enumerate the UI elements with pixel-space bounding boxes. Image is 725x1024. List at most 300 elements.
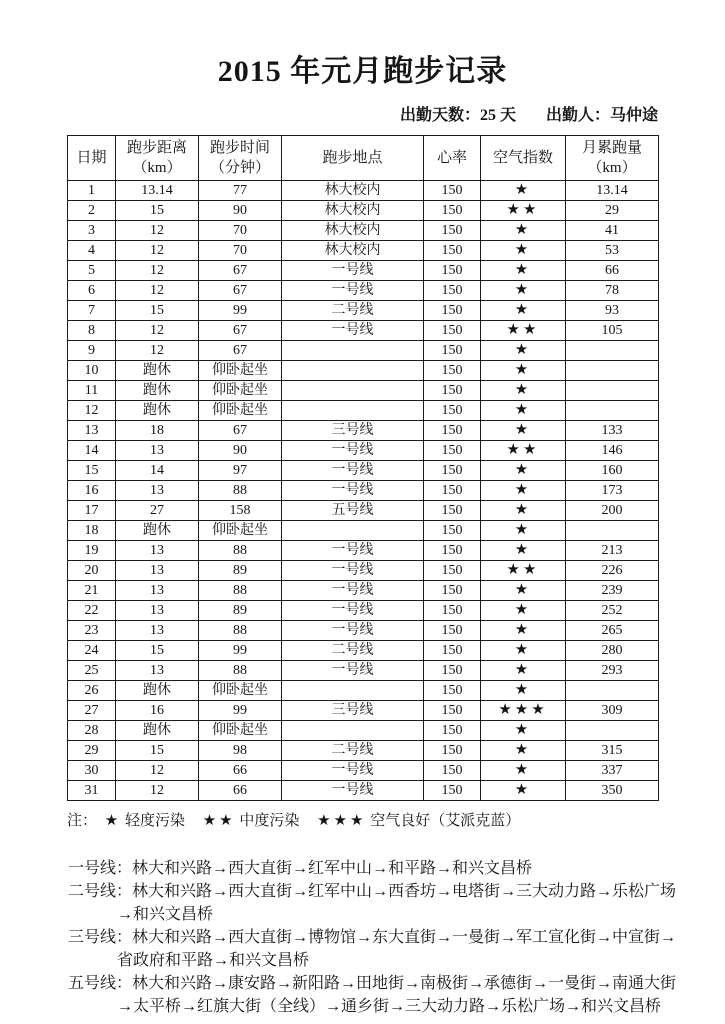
route-stops: 林大和兴路→康安路→新阳路→田地街→南极街→承德街→一曼街→南通大街 bbox=[132, 975, 677, 992]
star-icon: ★ bbox=[104, 813, 122, 829]
cell-date: 17 bbox=[68, 501, 116, 521]
cell-date: 25 bbox=[68, 661, 116, 681]
cell-air-quality-stars: ★★★ bbox=[481, 701, 566, 721]
cell-heart-rate: 150 bbox=[424, 641, 481, 661]
route-stops: 林大和兴路→西大直街→红军中山→西香坊→电塔街→三大动力路→乐松广场 bbox=[132, 883, 677, 900]
cell-monthly-total: 105 bbox=[566, 321, 659, 341]
cell-air-quality-stars: ★ bbox=[481, 641, 566, 661]
cell-duration: 仰卧起坐 bbox=[199, 721, 282, 741]
route-descriptions bbox=[68, 857, 725, 1018]
cell-location: 二号线 bbox=[282, 741, 424, 761]
legend-item bbox=[105, 813, 185, 829]
cell-monthly-total bbox=[566, 681, 659, 701]
cell-distance: 15 bbox=[116, 741, 199, 761]
column-header-heart-rate bbox=[424, 136, 481, 181]
cell-monthly-total: 309 bbox=[566, 701, 659, 721]
cell-heart-rate: 150 bbox=[424, 741, 481, 761]
cell-monthly-total: 337 bbox=[566, 761, 659, 781]
cell-location: 三号线 bbox=[282, 421, 424, 441]
table-row bbox=[68, 781, 659, 801]
cell-air-quality-stars: ★ bbox=[481, 481, 566, 501]
cell-heart-rate: 150 bbox=[424, 521, 481, 541]
table-row bbox=[68, 221, 659, 241]
header-row bbox=[68, 136, 659, 181]
cell-location bbox=[282, 361, 424, 381]
cell-monthly-total: 200 bbox=[566, 501, 659, 521]
cell-monthly-total: 252 bbox=[566, 601, 659, 621]
cell-air-quality-stars: ★★ bbox=[481, 321, 566, 341]
cell-heart-rate: 150 bbox=[424, 421, 481, 441]
cell-duration: 88 bbox=[199, 481, 282, 501]
cell-heart-rate: 150 bbox=[424, 581, 481, 601]
cell-monthly-total: 29 bbox=[566, 201, 659, 221]
cell-monthly-total: 41 bbox=[566, 221, 659, 241]
cell-distance: 12 bbox=[116, 761, 199, 781]
cell-air-quality-stars: ★ bbox=[481, 741, 566, 761]
cell-date: 16 bbox=[68, 481, 116, 501]
cell-location bbox=[282, 521, 424, 541]
cell-duration: 66 bbox=[199, 761, 282, 781]
cell-date: 8 bbox=[68, 321, 116, 341]
cell-heart-rate: 150 bbox=[424, 601, 481, 621]
cell-duration: 99 bbox=[199, 701, 282, 721]
route-text bbox=[68, 880, 725, 903]
cell-monthly-total: 53 bbox=[566, 241, 659, 261]
header-line: 跑步时间 bbox=[209, 140, 270, 156]
cell-distance: 13 bbox=[116, 621, 199, 641]
cell-monthly-total: 213 bbox=[566, 541, 659, 561]
cell-heart-rate: 150 bbox=[424, 781, 481, 801]
cell-heart-rate: 150 bbox=[424, 761, 481, 781]
cell-air-quality-stars: ★ bbox=[481, 461, 566, 481]
cell-air-quality-stars: ★ bbox=[481, 421, 566, 441]
table-row bbox=[68, 181, 659, 201]
cell-heart-rate: 150 bbox=[424, 181, 481, 201]
cell-air-quality-stars: ★ bbox=[481, 221, 566, 241]
cell-duration: 66 bbox=[199, 781, 282, 801]
header-line: （分钟） bbox=[209, 160, 270, 176]
cell-duration: 99 bbox=[199, 641, 282, 661]
cell-duration: 67 bbox=[199, 421, 282, 441]
cell-air-quality-stars: ★★ bbox=[481, 201, 566, 221]
star-icon: ★★★ bbox=[317, 813, 367, 829]
cell-distance: 13 bbox=[116, 581, 199, 601]
cell-air-quality-stars: ★ bbox=[481, 521, 566, 541]
route-text: →太平桥→红旗大街（全线）→通乡街→三大动力路→乐松广场→和兴文昌桥 bbox=[117, 998, 662, 1015]
column-header-date bbox=[68, 136, 116, 181]
cell-air-quality-stars: ★ bbox=[481, 581, 566, 601]
cell-air-quality-stars: ★ bbox=[481, 361, 566, 381]
cell-distance: 13 bbox=[116, 481, 199, 501]
cell-location: 二号线 bbox=[282, 301, 424, 321]
header-line: 月累跑量 bbox=[581, 140, 642, 156]
cell-heart-rate: 150 bbox=[424, 541, 481, 561]
route-label: 一号线： bbox=[68, 860, 133, 877]
table-row bbox=[68, 741, 659, 761]
cell-location: 一号线 bbox=[282, 561, 424, 581]
cell-monthly-total: 13.14 bbox=[566, 181, 659, 201]
cell-distance: 跑休 bbox=[116, 681, 199, 701]
table-row bbox=[68, 721, 659, 741]
cell-distance: 13 bbox=[116, 441, 199, 461]
route-label: 二号线： bbox=[68, 883, 133, 900]
cell-duration: 67 bbox=[199, 261, 282, 281]
table-row bbox=[68, 641, 659, 661]
header-line: 空气指数 bbox=[492, 150, 553, 166]
header-line: （km） bbox=[132, 160, 182, 176]
cell-date: 7 bbox=[68, 301, 116, 321]
cell-distance: 12 bbox=[116, 341, 199, 361]
cell-location bbox=[282, 681, 424, 701]
running-log-table bbox=[67, 135, 659, 801]
cell-date: 15 bbox=[68, 461, 116, 481]
legend-prefix: 注： bbox=[67, 813, 98, 829]
cell-air-quality-stars: ★ bbox=[481, 781, 566, 801]
header-line: 心率 bbox=[436, 150, 467, 166]
cell-heart-rate: 150 bbox=[424, 621, 481, 641]
cell-duration: 88 bbox=[199, 661, 282, 681]
cell-heart-rate: 150 bbox=[424, 561, 481, 581]
header-line: 跑步地点 bbox=[322, 150, 383, 166]
cell-monthly-total bbox=[566, 521, 659, 541]
cell-duration: 67 bbox=[199, 321, 282, 341]
cell-heart-rate: 150 bbox=[424, 481, 481, 501]
cell-date: 10 bbox=[68, 361, 116, 381]
cell-location: 林大校内 bbox=[282, 201, 424, 221]
table-row bbox=[68, 281, 659, 301]
table-row bbox=[68, 461, 659, 481]
cell-monthly-total: 293 bbox=[566, 661, 659, 681]
cell-distance: 12 bbox=[116, 321, 199, 341]
route-line-2 bbox=[68, 880, 725, 926]
page-title: 2015 年元月跑步记录 bbox=[217, 55, 508, 88]
cell-air-quality-stars: ★ bbox=[481, 761, 566, 781]
route-line-5 bbox=[68, 972, 725, 1018]
cell-air-quality-stars: ★ bbox=[481, 601, 566, 621]
cell-location: 五号线 bbox=[282, 501, 424, 521]
cell-duration: 88 bbox=[199, 581, 282, 601]
cell-duration: 70 bbox=[199, 241, 282, 261]
table-row bbox=[68, 681, 659, 701]
cell-heart-rate: 150 bbox=[424, 441, 481, 461]
cell-monthly-total bbox=[566, 401, 659, 421]
cell-heart-rate: 150 bbox=[424, 661, 481, 681]
cell-heart-rate: 150 bbox=[424, 241, 481, 261]
cell-location: 一号线 bbox=[282, 541, 424, 561]
route-text: →和兴文昌桥 bbox=[117, 906, 214, 923]
cell-air-quality-stars: ★ bbox=[481, 181, 566, 201]
cell-air-quality-stars: ★ bbox=[481, 301, 566, 321]
cell-heart-rate: 150 bbox=[424, 681, 481, 701]
route-text: 省政府和平路→和兴文昌桥 bbox=[117, 952, 310, 969]
table-row bbox=[68, 341, 659, 361]
table-row bbox=[68, 661, 659, 681]
cell-date: 3 bbox=[68, 221, 116, 241]
cell-air-quality-stars: ★★ bbox=[481, 561, 566, 581]
route-text bbox=[68, 926, 725, 949]
table-row bbox=[68, 501, 659, 521]
cell-date: 9 bbox=[68, 341, 116, 361]
cell-location: 三号线 bbox=[282, 701, 424, 721]
cell-duration: 90 bbox=[199, 201, 282, 221]
table-row bbox=[68, 701, 659, 721]
cell-distance: 12 bbox=[116, 281, 199, 301]
cell-date: 6 bbox=[68, 281, 116, 301]
cell-distance: 15 bbox=[116, 201, 199, 221]
cell-distance: 12 bbox=[116, 241, 199, 261]
table-row bbox=[68, 301, 659, 321]
cell-duration: 仰卧起坐 bbox=[199, 401, 282, 421]
cell-date: 29 bbox=[68, 741, 116, 761]
legend-label: 轻度污染 bbox=[124, 813, 185, 829]
cell-location: 一号线 bbox=[282, 661, 424, 681]
route-label: 五号线： bbox=[68, 975, 133, 992]
table-row bbox=[68, 601, 659, 621]
cell-date: 28 bbox=[68, 721, 116, 741]
cell-monthly-total: 93 bbox=[566, 301, 659, 321]
cell-heart-rate: 150 bbox=[424, 281, 481, 301]
star-icon: ★★ bbox=[202, 813, 236, 829]
cell-duration: 67 bbox=[199, 281, 282, 301]
table-row bbox=[68, 201, 659, 221]
cell-duration: 77 bbox=[199, 181, 282, 201]
cell-date: 11 bbox=[68, 381, 116, 401]
cell-monthly-total bbox=[566, 381, 659, 401]
cell-date: 26 bbox=[68, 681, 116, 701]
cell-distance: 15 bbox=[116, 641, 199, 661]
table-row bbox=[68, 561, 659, 581]
cell-location: 林大校内 bbox=[282, 221, 424, 241]
cell-monthly-total: 226 bbox=[566, 561, 659, 581]
cell-date: 23 bbox=[68, 621, 116, 641]
cell-distance: 跑休 bbox=[116, 721, 199, 741]
cell-date: 24 bbox=[68, 641, 116, 661]
cell-date: 12 bbox=[68, 401, 116, 421]
column-header-monthly-total bbox=[566, 136, 659, 181]
cell-monthly-total: 66 bbox=[566, 261, 659, 281]
cell-date: 27 bbox=[68, 701, 116, 721]
cell-monthly-total: 350 bbox=[566, 781, 659, 801]
cell-date: 20 bbox=[68, 561, 116, 581]
cell-location: 一号线 bbox=[282, 481, 424, 501]
cell-air-quality-stars: ★ bbox=[481, 241, 566, 261]
route-text bbox=[68, 972, 725, 995]
cell-heart-rate: 150 bbox=[424, 701, 481, 721]
cell-duration: 70 bbox=[199, 221, 282, 241]
cell-distance: 13 bbox=[116, 561, 199, 581]
table-row bbox=[68, 241, 659, 261]
cell-distance: 13 bbox=[116, 661, 199, 681]
cell-air-quality-stars: ★ bbox=[481, 661, 566, 681]
cell-air-quality-stars: ★★ bbox=[481, 441, 566, 461]
cell-monthly-total: 315 bbox=[566, 741, 659, 761]
cell-heart-rate: 150 bbox=[424, 501, 481, 521]
cell-duration: 89 bbox=[199, 561, 282, 581]
table-row bbox=[68, 481, 659, 501]
cell-duration: 仰卧起坐 bbox=[199, 361, 282, 381]
cell-heart-rate: 150 bbox=[424, 461, 481, 481]
cell-distance: 跑休 bbox=[116, 521, 199, 541]
cell-duration: 67 bbox=[199, 341, 282, 361]
route-label: 三号线： bbox=[68, 929, 133, 946]
legend-item bbox=[203, 813, 300, 829]
cell-date: 4 bbox=[68, 241, 116, 261]
cell-monthly-total: 265 bbox=[566, 621, 659, 641]
cell-location: 一号线 bbox=[282, 441, 424, 461]
cell-air-quality-stars: ★ bbox=[481, 501, 566, 521]
cell-date: 14 bbox=[68, 441, 116, 461]
cell-location: 一号线 bbox=[282, 321, 424, 341]
route-line-3 bbox=[68, 926, 725, 972]
column-header-location bbox=[282, 136, 424, 181]
legend-label: 空气良好（艾派克蓝） bbox=[370, 813, 521, 829]
cell-date: 30 bbox=[68, 761, 116, 781]
cell-distance: 12 bbox=[116, 221, 199, 241]
cell-distance: 12 bbox=[116, 261, 199, 281]
cell-heart-rate: 150 bbox=[424, 321, 481, 341]
cell-monthly-total: 173 bbox=[566, 481, 659, 501]
cell-heart-rate: 150 bbox=[424, 221, 481, 241]
cell-monthly-total bbox=[566, 341, 659, 361]
table-row bbox=[68, 621, 659, 641]
cell-heart-rate: 150 bbox=[424, 401, 481, 421]
table-row bbox=[68, 541, 659, 561]
cell-distance: 跑休 bbox=[116, 401, 199, 421]
cell-date: 22 bbox=[68, 601, 116, 621]
cell-air-quality-stars: ★ bbox=[481, 341, 566, 361]
cell-location: 一号线 bbox=[282, 781, 424, 801]
cell-duration: 仰卧起坐 bbox=[199, 381, 282, 401]
cell-duration: 88 bbox=[199, 541, 282, 561]
cell-date: 21 bbox=[68, 581, 116, 601]
cell-location: 一号线 bbox=[282, 761, 424, 781]
cell-duration: 90 bbox=[199, 441, 282, 461]
table-body bbox=[68, 181, 659, 801]
cell-distance: 跑休 bbox=[116, 381, 199, 401]
cell-location: 一号线 bbox=[282, 621, 424, 641]
route-line-1 bbox=[68, 857, 725, 880]
cell-duration: 89 bbox=[199, 601, 282, 621]
cell-duration: 158 bbox=[199, 501, 282, 521]
table-row bbox=[68, 361, 659, 381]
header-line: 日期 bbox=[76, 150, 107, 166]
cell-location bbox=[282, 341, 424, 361]
cell-air-quality-stars: ★ bbox=[481, 541, 566, 561]
cell-air-quality-stars: ★ bbox=[481, 281, 566, 301]
table-row bbox=[68, 321, 659, 341]
air-quality-legend bbox=[67, 809, 725, 830]
cell-location: 一号线 bbox=[282, 281, 424, 301]
cell-distance: 15 bbox=[116, 301, 199, 321]
cell-heart-rate: 150 bbox=[424, 721, 481, 741]
header-line: （km） bbox=[587, 160, 637, 176]
cell-duration: 仰卧起坐 bbox=[199, 681, 282, 701]
route-stops: 林大和兴路→西大直街→红军中山→和平路→和兴文昌桥 bbox=[132, 860, 533, 877]
cell-air-quality-stars: ★ bbox=[481, 401, 566, 421]
cell-distance: 13 bbox=[116, 541, 199, 561]
attendee-name: 马仲途 bbox=[609, 107, 658, 124]
header-line: 跑步距离 bbox=[126, 140, 187, 156]
cell-duration: 97 bbox=[199, 461, 282, 481]
cell-monthly-total bbox=[566, 721, 659, 741]
cell-monthly-total: 133 bbox=[566, 421, 659, 441]
cell-location: 一号线 bbox=[282, 581, 424, 601]
cell-heart-rate: 150 bbox=[424, 261, 481, 281]
legend-item bbox=[317, 813, 520, 829]
table-header bbox=[68, 136, 659, 181]
cell-heart-rate: 150 bbox=[424, 301, 481, 321]
cell-location bbox=[282, 381, 424, 401]
cell-location: 林大校内 bbox=[282, 241, 424, 261]
cell-duration: 88 bbox=[199, 621, 282, 641]
cell-date: 13 bbox=[68, 421, 116, 441]
cell-duration: 98 bbox=[199, 741, 282, 761]
cell-location: 二号线 bbox=[282, 641, 424, 661]
cell-distance: 27 bbox=[116, 501, 199, 521]
cell-date: 19 bbox=[68, 541, 116, 561]
cell-heart-rate: 150 bbox=[424, 341, 481, 361]
cell-distance: 13 bbox=[116, 601, 199, 621]
legend-label: 中度污染 bbox=[239, 813, 300, 829]
column-header-duration bbox=[199, 136, 282, 181]
cell-duration: 仰卧起坐 bbox=[199, 521, 282, 541]
cell-date: 2 bbox=[68, 201, 116, 221]
cell-location: 一号线 bbox=[282, 261, 424, 281]
cell-monthly-total bbox=[566, 361, 659, 381]
table-row bbox=[68, 761, 659, 781]
cell-distance: 12 bbox=[116, 781, 199, 801]
attendance-summary bbox=[67, 102, 658, 125]
cell-air-quality-stars: ★ bbox=[481, 381, 566, 401]
cell-date: 31 bbox=[68, 781, 116, 801]
cell-distance: 跑休 bbox=[116, 361, 199, 381]
cell-heart-rate: 150 bbox=[424, 361, 481, 381]
cell-air-quality-stars: ★ bbox=[481, 681, 566, 701]
cell-distance: 13.14 bbox=[116, 181, 199, 201]
table-row bbox=[68, 261, 659, 281]
cell-location bbox=[282, 401, 424, 421]
attendance-days-value: 25 天 bbox=[479, 107, 516, 124]
attendance-days-label: 出勤天数： bbox=[399, 107, 480, 124]
cell-monthly-total: 280 bbox=[566, 641, 659, 661]
cell-monthly-total: 239 bbox=[566, 581, 659, 601]
cell-distance: 14 bbox=[116, 461, 199, 481]
table-row bbox=[68, 521, 659, 541]
cell-location: 一号线 bbox=[282, 601, 424, 621]
cell-distance: 18 bbox=[116, 421, 199, 441]
cell-monthly-total: 160 bbox=[566, 461, 659, 481]
cell-duration: 99 bbox=[199, 301, 282, 321]
table-row bbox=[68, 421, 659, 441]
table-row bbox=[68, 401, 659, 421]
cell-distance: 16 bbox=[116, 701, 199, 721]
cell-monthly-total: 146 bbox=[566, 441, 659, 461]
cell-heart-rate: 150 bbox=[424, 381, 481, 401]
column-header-distance bbox=[116, 136, 199, 181]
cell-date: 1 bbox=[68, 181, 116, 201]
route-stops: 林大和兴路→西大直街→博物馆→东大直街→一曼街→军工宣化街→中宣街→ bbox=[132, 929, 677, 946]
cell-air-quality-stars: ★ bbox=[481, 621, 566, 641]
column-header-air-quality bbox=[481, 136, 566, 181]
cell-date: 5 bbox=[68, 261, 116, 281]
attendee-label: 出勤人： bbox=[545, 107, 610, 124]
cell-location: 林大校内 bbox=[282, 181, 424, 201]
cell-location: 一号线 bbox=[282, 461, 424, 481]
table-row bbox=[68, 381, 659, 401]
cell-location bbox=[282, 721, 424, 741]
cell-air-quality-stars: ★ bbox=[481, 721, 566, 741]
table-row bbox=[68, 581, 659, 601]
